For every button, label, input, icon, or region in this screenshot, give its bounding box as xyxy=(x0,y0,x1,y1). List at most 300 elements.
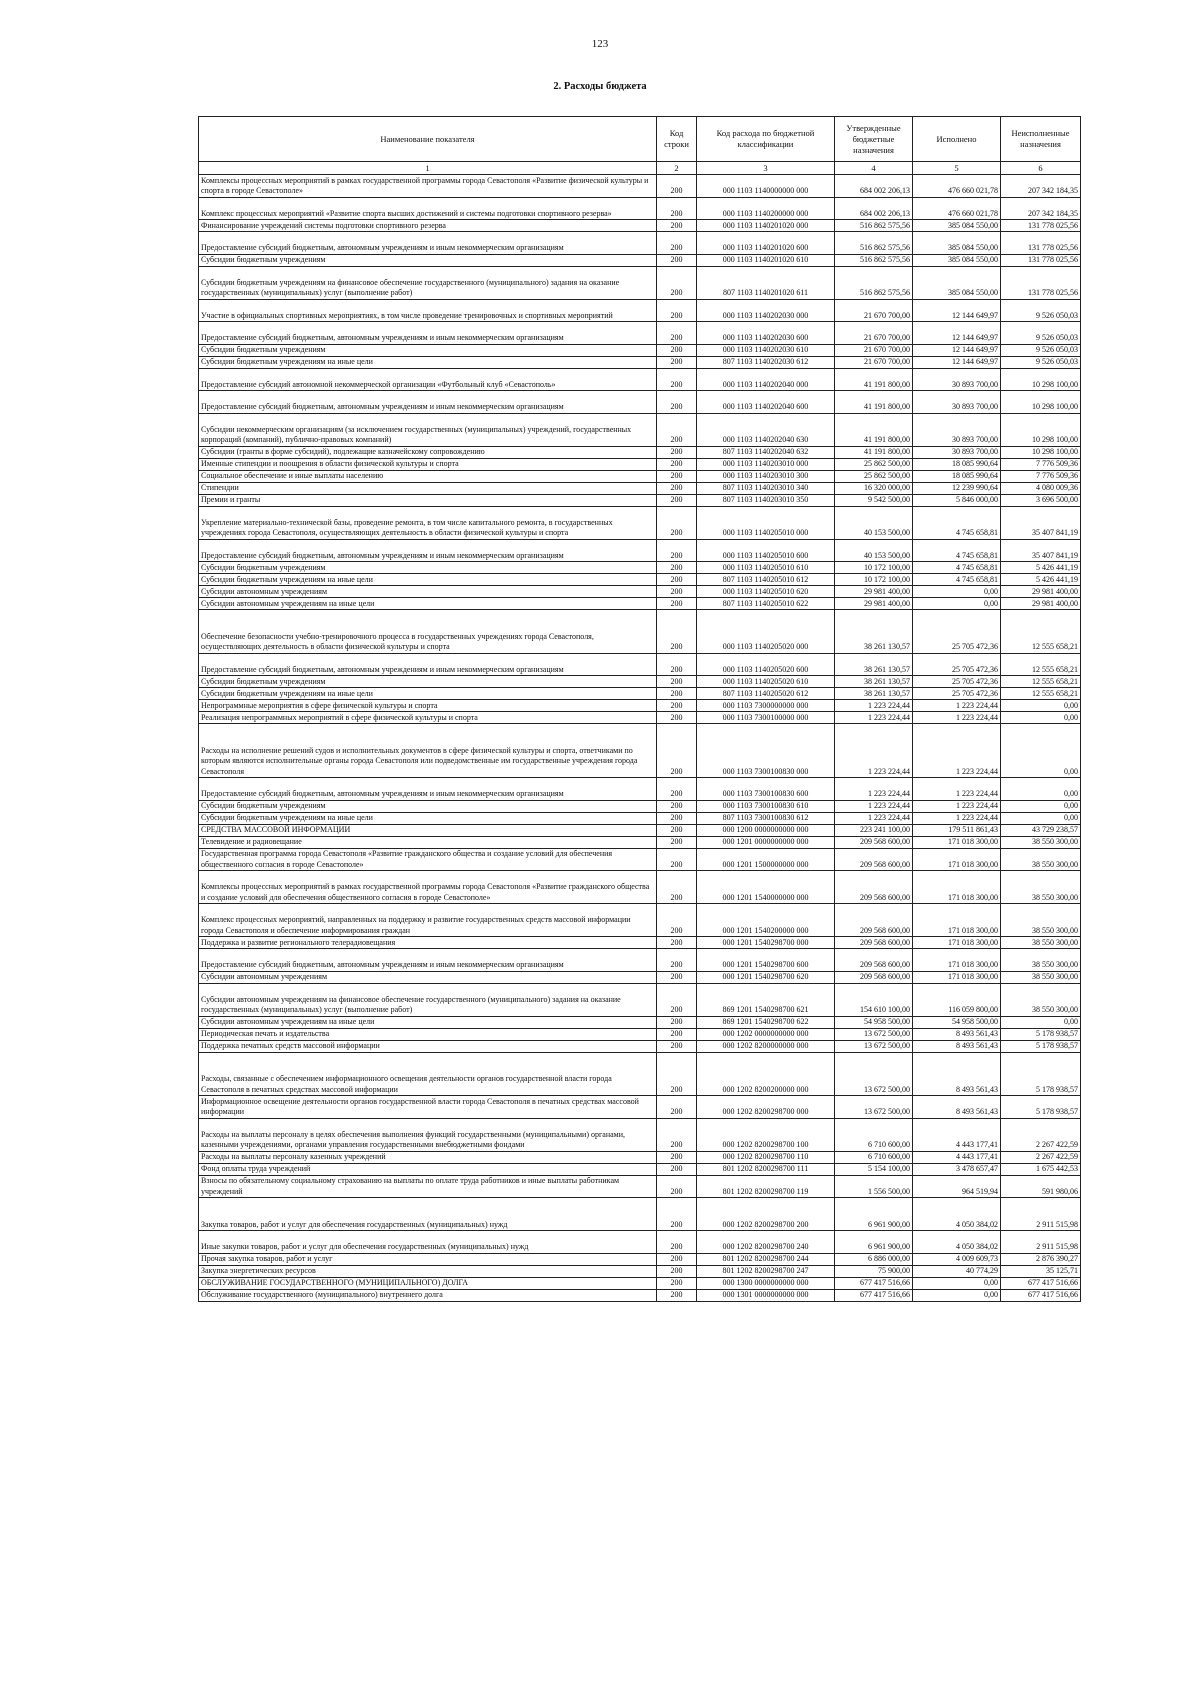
row-line-code: 200 xyxy=(657,812,697,824)
row-classification-code: 807 1103 1140203010 340 xyxy=(697,482,835,494)
row-classification-code: 000 1103 1140202040 630 xyxy=(697,413,835,446)
table-row xyxy=(199,824,1081,836)
row-unexecuted: 5 178 938,57 xyxy=(1001,1040,1081,1052)
row-name: Государственная программа города Севастополя «Развитие гражданского общества и создание условий для обеспечения общественного согласия в городе Севастополе» xyxy=(199,848,657,871)
row-classification-code: 000 1103 1140201020 000 xyxy=(697,220,835,232)
row-executed: 171 018 300,00 xyxy=(913,871,1001,904)
row-approved: 516 862 575,56 xyxy=(835,232,913,255)
table-row xyxy=(199,1175,1081,1198)
row-line-code: 200 xyxy=(657,1253,697,1265)
row-classification-code: 869 1201 1540298700 622 xyxy=(697,1016,835,1028)
row-unexecuted: 591 980,06 xyxy=(1001,1175,1081,1198)
row-unexecuted: 10 298 100,00 xyxy=(1001,391,1081,414)
row-executed: 4 050 384,02 xyxy=(913,1198,1001,1231)
row-unexecuted: 131 778 025,56 xyxy=(1001,232,1081,255)
row-name: Субсидии автономным учреждениям xyxy=(199,586,657,598)
row-executed: 171 018 300,00 xyxy=(913,949,1001,972)
row-name: СРЕДСТВА МАССОВОЙ ИНФОРМАЦИИ xyxy=(199,824,657,836)
row-approved: 1 223 224,44 xyxy=(835,800,913,812)
row-name: Субсидии (гранты в форме субсидий), подлежащие казначейскому сопровождению xyxy=(199,446,657,458)
row-executed: 4 745 658,81 xyxy=(913,506,1001,539)
row-approved: 54 958 500,00 xyxy=(835,1016,913,1028)
row-approved: 209 568 600,00 xyxy=(835,937,913,949)
row-approved: 5 154 100,00 xyxy=(835,1163,913,1175)
row-classification-code: 000 1103 7300100830 600 xyxy=(697,778,835,801)
row-line-code: 200 xyxy=(657,344,697,356)
table-row xyxy=(199,506,1081,539)
table-row xyxy=(199,446,1081,458)
row-name: Комплекс процессных мероприятий, направленных на поддержку и развитие государственных средств массовой информации города Севастополя и обеспечение информирования граждан xyxy=(199,904,657,937)
row-classification-code: 000 1103 1140202030 610 xyxy=(697,344,835,356)
row-classification-code: 807 1103 1140203010 350 xyxy=(697,494,835,506)
row-name: Взносы по обязательному социальному страхованию на выплаты по оплате труда работников и иные выплаты работникам учреждений xyxy=(199,1175,657,1198)
row-unexecuted: 10 298 100,00 xyxy=(1001,368,1081,391)
row-name: Комплексы процессных мероприятий в рамках государственной программы города Севастополя «Развитие гражданского общества и создание условий для обеспечения общественного согласия в городе Севастополе» xyxy=(199,871,657,904)
row-unexecuted: 12 555 658,21 xyxy=(1001,688,1081,700)
row-classification-code: 801 1202 8200298700 247 xyxy=(697,1265,835,1277)
row-line-code: 200 xyxy=(657,458,697,470)
table-row xyxy=(199,494,1081,506)
row-executed: 30 893 700,00 xyxy=(913,368,1001,391)
row-line-code: 200 xyxy=(657,1052,697,1096)
table-row xyxy=(199,391,1081,414)
row-line-code: 200 xyxy=(657,586,697,598)
row-name: Финансирование учреждений системы подготовки спортивного резерва xyxy=(199,220,657,232)
row-approved: 6 961 900,00 xyxy=(835,1231,913,1254)
row-name: Субсидии бюджетным учреждениям xyxy=(199,562,657,574)
header-executed: Исполнено xyxy=(913,117,1001,162)
row-line-code: 200 xyxy=(657,220,697,232)
row-unexecuted: 7 776 509,36 xyxy=(1001,470,1081,482)
row-executed: 8 493 561,43 xyxy=(913,1052,1001,1096)
row-line-code: 200 xyxy=(657,356,697,368)
row-line-code: 200 xyxy=(657,610,697,654)
row-approved: 75 900,00 xyxy=(835,1265,913,1277)
row-executed: 18 085 990,64 xyxy=(913,458,1001,470)
row-name: Именные стипендии и поощрения в области физической культуры и спорта xyxy=(199,458,657,470)
row-name: Фонд оплаты труда учреждений xyxy=(199,1163,657,1175)
row-line-code: 200 xyxy=(657,322,697,345)
row-approved: 41 191 800,00 xyxy=(835,368,913,391)
row-executed: 171 018 300,00 xyxy=(913,971,1001,983)
row-line-code: 200 xyxy=(657,937,697,949)
row-executed: 12 144 649,97 xyxy=(913,322,1001,345)
row-name: Субсидии бюджетным учреждениям на иные цели xyxy=(199,356,657,368)
row-line-code: 200 xyxy=(657,1040,697,1052)
row-line-code: 200 xyxy=(657,1163,697,1175)
row-executed: 385 084 550,00 xyxy=(913,266,1001,299)
row-line-code: 200 xyxy=(657,1277,697,1289)
table-row xyxy=(199,653,1081,676)
table-row xyxy=(199,299,1081,322)
row-unexecuted: 2 911 515,98 xyxy=(1001,1198,1081,1231)
header-unexecuted: Неисполненные назначения xyxy=(1001,117,1081,162)
table-row xyxy=(199,1052,1081,1096)
row-classification-code: 000 1103 1140202040 600 xyxy=(697,391,835,414)
table-row xyxy=(199,220,1081,232)
row-approved: 13 672 500,00 xyxy=(835,1028,913,1040)
row-unexecuted: 5 178 938,57 xyxy=(1001,1096,1081,1119)
table-row xyxy=(199,470,1081,482)
row-line-code: 200 xyxy=(657,506,697,539)
row-unexecuted: 0,00 xyxy=(1001,724,1081,778)
row-line-code: 200 xyxy=(657,299,697,322)
row-unexecuted: 2 911 515,98 xyxy=(1001,1231,1081,1254)
row-approved: 684 002 206,13 xyxy=(835,175,913,198)
table-row xyxy=(199,836,1081,848)
row-classification-code: 000 1103 1140200000 000 xyxy=(697,197,835,220)
row-unexecuted: 131 778 025,56 xyxy=(1001,266,1081,299)
row-classification-code: 000 1202 8200000000 000 xyxy=(697,1040,835,1052)
row-line-code: 200 xyxy=(657,368,697,391)
row-unexecuted: 2 267 422,59 xyxy=(1001,1151,1081,1163)
row-executed: 171 018 300,00 xyxy=(913,937,1001,949)
row-unexecuted: 677 417 516,66 xyxy=(1001,1289,1081,1301)
row-classification-code: 000 1103 1140205010 600 xyxy=(697,539,835,562)
row-executed: 171 018 300,00 xyxy=(913,904,1001,937)
row-name: Субсидии автономным учреждениям xyxy=(199,971,657,983)
row-unexecuted: 35 407 841,19 xyxy=(1001,506,1081,539)
row-executed: 25 705 472,36 xyxy=(913,688,1001,700)
row-line-code: 200 xyxy=(657,254,697,266)
row-classification-code: 000 1201 1540000000 000 xyxy=(697,871,835,904)
table-row xyxy=(199,904,1081,937)
row-line-code: 200 xyxy=(657,197,697,220)
row-approved: 9 542 500,00 xyxy=(835,494,913,506)
row-approved: 1 223 224,44 xyxy=(835,700,913,712)
row-approved: 21 670 700,00 xyxy=(835,299,913,322)
table-row xyxy=(199,562,1081,574)
row-executed: 8 493 561,43 xyxy=(913,1040,1001,1052)
row-unexecuted: 43 729 238,57 xyxy=(1001,824,1081,836)
row-unexecuted: 38 550 300,00 xyxy=(1001,971,1081,983)
row-approved: 21 670 700,00 xyxy=(835,344,913,356)
row-executed: 30 893 700,00 xyxy=(913,391,1001,414)
row-classification-code: 807 1103 1140205020 612 xyxy=(697,688,835,700)
table-row xyxy=(199,712,1081,724)
row-approved: 29 981 400,00 xyxy=(835,598,913,610)
table-row xyxy=(199,1265,1081,1277)
row-classification-code: 000 1103 1140201020 610 xyxy=(697,254,835,266)
row-name: Предоставление субсидий бюджетным, автономным учреждениям и иным некоммерческим организациям xyxy=(199,539,657,562)
row-line-code: 200 xyxy=(657,1289,697,1301)
row-executed: 54 958 500,00 xyxy=(913,1016,1001,1028)
row-executed: 4 009 609,73 xyxy=(913,1253,1001,1265)
row-executed: 8 493 561,43 xyxy=(913,1028,1001,1040)
table-row xyxy=(199,356,1081,368)
table-row xyxy=(199,1151,1081,1163)
row-classification-code: 000 1103 7300100000 000 xyxy=(697,712,835,724)
row-approved: 13 672 500,00 xyxy=(835,1040,913,1052)
row-classification-code: 807 1103 7300100830 612 xyxy=(697,812,835,824)
row-classification-code: 801 1202 8200298700 244 xyxy=(697,1253,835,1265)
row-unexecuted: 0,00 xyxy=(1001,1016,1081,1028)
row-line-code: 200 xyxy=(657,1096,697,1119)
table-row xyxy=(199,1118,1081,1151)
column-number: 1 xyxy=(199,162,657,175)
row-line-code: 200 xyxy=(657,1265,697,1277)
table-row xyxy=(199,175,1081,198)
row-unexecuted: 0,00 xyxy=(1001,778,1081,801)
row-approved: 13 672 500,00 xyxy=(835,1096,913,1119)
row-unexecuted: 10 298 100,00 xyxy=(1001,446,1081,458)
row-approved: 41 191 800,00 xyxy=(835,446,913,458)
row-unexecuted: 0,00 xyxy=(1001,700,1081,712)
row-classification-code: 000 1201 1540200000 000 xyxy=(697,904,835,937)
table-row xyxy=(199,368,1081,391)
row-name: Расходы на исполнение решений судов и исполнительных документов в сфере физической культуры и спорта, ответчиками по которым являются исполнительные органы города Севастополя или подведомственные им государственные учреждения города Севастополя xyxy=(199,724,657,778)
table-row xyxy=(199,458,1081,470)
row-classification-code: 000 1202 0000000000 000 xyxy=(697,1028,835,1040)
row-name: Закупка энергетических ресурсов xyxy=(199,1265,657,1277)
row-approved: 684 002 206,13 xyxy=(835,197,913,220)
row-approved: 516 862 575,56 xyxy=(835,254,913,266)
row-approved: 1 223 224,44 xyxy=(835,724,913,778)
row-name: Иные закупки товаров, работ и услуг для обеспечения государственных (муниципальных) нужд xyxy=(199,1231,657,1254)
header-name: Наименование показателя xyxy=(199,117,657,162)
row-unexecuted: 0,00 xyxy=(1001,800,1081,812)
row-classification-code: 000 1103 1140203010 000 xyxy=(697,458,835,470)
row-line-code: 200 xyxy=(657,1118,697,1151)
row-unexecuted: 12 555 658,21 xyxy=(1001,610,1081,654)
row-classification-code: 000 1202 8200298700 240 xyxy=(697,1231,835,1254)
row-approved: 41 191 800,00 xyxy=(835,391,913,414)
row-line-code: 200 xyxy=(657,482,697,494)
row-name: Предоставление субсидий бюджетным, автономным учреждениям и иным некоммерческим организациям xyxy=(199,653,657,676)
row-classification-code: 000 1103 1140202030 000 xyxy=(697,299,835,322)
row-classification-code: 807 1103 1140202040 632 xyxy=(697,446,835,458)
row-classification-code: 000 1103 1140202030 600 xyxy=(697,322,835,345)
row-unexecuted: 5 178 938,57 xyxy=(1001,1028,1081,1040)
row-classification-code: 807 1103 1140201020 611 xyxy=(697,266,835,299)
row-name: Укрепление материально-технической базы, проведение ремонта, в том числе капитального ремонта, в государственных учреждениях города Севастополя, осуществляющих деятельность в области физической культуры и спорта xyxy=(199,506,657,539)
row-classification-code: 000 1103 7300100830 610 xyxy=(697,800,835,812)
row-approved: 6 710 600,00 xyxy=(835,1151,913,1163)
row-unexecuted: 12 555 658,21 xyxy=(1001,653,1081,676)
row-classification-code: 807 1103 1140205010 612 xyxy=(697,574,835,586)
row-unexecuted: 9 526 050,03 xyxy=(1001,299,1081,322)
row-approved: 25 862 500,00 xyxy=(835,470,913,482)
table-row xyxy=(199,800,1081,812)
row-line-code: 200 xyxy=(657,712,697,724)
row-classification-code: 000 1103 1140205020 600 xyxy=(697,653,835,676)
row-approved: 516 862 575,56 xyxy=(835,220,913,232)
row-classification-code: 000 1202 8200298700 100 xyxy=(697,1118,835,1151)
row-classification-code: 000 1103 1140205020 000 xyxy=(697,610,835,654)
row-unexecuted: 1 675 442,53 xyxy=(1001,1163,1081,1175)
row-executed: 171 018 300,00 xyxy=(913,848,1001,871)
row-name: Поддержка печатных средств массовой информации xyxy=(199,1040,657,1052)
row-line-code: 200 xyxy=(657,824,697,836)
row-unexecuted: 38 550 300,00 xyxy=(1001,848,1081,871)
row-approved: 16 320 000,00 xyxy=(835,482,913,494)
row-approved: 40 153 500,00 xyxy=(835,539,913,562)
row-approved: 1 556 500,00 xyxy=(835,1175,913,1198)
table-row xyxy=(199,937,1081,949)
row-unexecuted: 10 298 100,00 xyxy=(1001,413,1081,446)
table-row xyxy=(199,1198,1081,1231)
page-number: 123 xyxy=(591,38,609,50)
row-executed: 0,00 xyxy=(913,586,1001,598)
row-classification-code: 000 1201 1540298700 000 xyxy=(697,937,835,949)
row-line-code: 200 xyxy=(657,539,697,562)
row-approved: 1 223 224,44 xyxy=(835,812,913,824)
row-name: Субсидии бюджетным учреждениям на иные цели xyxy=(199,812,657,824)
row-name: Субсидии некоммерческим организациям (за исключением государственных (муниципальных) учреждений, государственных корпораций (компаний), публично-правовых компаний) xyxy=(199,413,657,446)
table-row xyxy=(199,539,1081,562)
row-classification-code: 000 1103 1140000000 000 xyxy=(697,175,835,198)
row-approved: 223 241 100,00 xyxy=(835,824,913,836)
row-executed: 0,00 xyxy=(913,1277,1001,1289)
table-row xyxy=(199,1096,1081,1119)
row-executed: 4 745 658,81 xyxy=(913,574,1001,586)
row-approved: 6 886 000,00 xyxy=(835,1253,913,1265)
row-line-code: 200 xyxy=(657,574,697,586)
row-classification-code: 000 1103 1140205010 610 xyxy=(697,562,835,574)
row-line-code: 200 xyxy=(657,470,697,482)
row-unexecuted: 38 550 300,00 xyxy=(1001,983,1081,1016)
table-row xyxy=(199,610,1081,654)
row-line-code: 200 xyxy=(657,653,697,676)
header-classification-code: Код расхода по бюджетной классификации xyxy=(697,117,835,162)
row-approved: 209 568 600,00 xyxy=(835,971,913,983)
row-approved: 209 568 600,00 xyxy=(835,848,913,871)
row-unexecuted: 9 526 050,03 xyxy=(1001,344,1081,356)
row-classification-code: 000 1202 8200200000 000 xyxy=(697,1052,835,1096)
row-classification-code: 000 1201 1540298700 600 xyxy=(697,949,835,972)
row-name: Обеспечение безопасности учебно-тренировочного процесса в государственных учреждениях города Севастополя, осуществляющих деятельность в области физической культуры и спорта xyxy=(199,610,657,654)
row-classification-code: 000 1103 1140205010 000 xyxy=(697,506,835,539)
column-number: 5 xyxy=(913,162,1001,175)
row-unexecuted: 29 981 400,00 xyxy=(1001,586,1081,598)
table-row xyxy=(199,971,1081,983)
row-approved: 40 153 500,00 xyxy=(835,506,913,539)
row-name: Субсидии бюджетным учреждениям xyxy=(199,676,657,688)
row-name: Предоставление субсидий бюджетным, автономным учреждениям и иным некоммерческим организациям xyxy=(199,391,657,414)
row-approved: 38 261 130,57 xyxy=(835,653,913,676)
row-unexecuted: 9 526 050,03 xyxy=(1001,356,1081,368)
row-classification-code: 000 1103 1140205020 610 xyxy=(697,676,835,688)
row-approved: 209 568 600,00 xyxy=(835,871,913,904)
row-name: Предоставление субсидий бюджетным, автономным учреждениям и иным некоммерческим организациям xyxy=(199,778,657,801)
row-classification-code: 000 1202 8200298700 110 xyxy=(697,1151,835,1163)
row-unexecuted: 0,00 xyxy=(1001,812,1081,824)
row-executed: 12 144 649,97 xyxy=(913,299,1001,322)
row-approved: 677 417 516,66 xyxy=(835,1277,913,1289)
row-unexecuted: 7 776 509,36 xyxy=(1001,458,1081,470)
row-classification-code: 000 1103 7300000000 000 xyxy=(697,700,835,712)
row-executed: 1 223 224,44 xyxy=(913,724,1001,778)
row-unexecuted: 677 417 516,66 xyxy=(1001,1277,1081,1289)
row-classification-code: 000 1202 8200298700 000 xyxy=(697,1096,835,1119)
header-line-code: Код строки xyxy=(657,117,697,162)
row-name: Субсидии бюджетным учреждениям xyxy=(199,254,657,266)
row-name: Социальное обеспечение и иные выплаты населению xyxy=(199,470,657,482)
row-approved: 21 670 700,00 xyxy=(835,322,913,345)
row-name: Субсидии автономным учреждениям на финансовое обеспечение государственного (муниципального) задания на оказание государственных (муниципальных) услуг (выполнение работ) xyxy=(199,983,657,1016)
table-body xyxy=(199,175,1081,1302)
row-name: Предоставление субсидий автономной некоммерческой организации «Футбольный клуб «Севастополь» xyxy=(199,368,657,391)
table-row xyxy=(199,688,1081,700)
row-executed: 385 084 550,00 xyxy=(913,220,1001,232)
row-classification-code: 807 1103 1140205010 622 xyxy=(697,598,835,610)
row-executed: 179 511 861,43 xyxy=(913,824,1001,836)
row-name: Субсидии бюджетным учреждениям на иные цели xyxy=(199,574,657,586)
row-line-code: 200 xyxy=(657,446,697,458)
table-row xyxy=(199,197,1081,220)
table-row xyxy=(199,266,1081,299)
row-executed: 30 893 700,00 xyxy=(913,413,1001,446)
table-row xyxy=(199,778,1081,801)
row-line-code: 200 xyxy=(657,778,697,801)
row-name: Премии и гранты xyxy=(199,494,657,506)
table-row xyxy=(199,1028,1081,1040)
row-executed: 4 050 384,02 xyxy=(913,1231,1001,1254)
row-unexecuted: 131 778 025,56 xyxy=(1001,254,1081,266)
row-line-code: 200 xyxy=(657,676,697,688)
row-classification-code: 807 1103 1140202030 612 xyxy=(697,356,835,368)
row-executed: 3 478 657,47 xyxy=(913,1163,1001,1175)
row-approved: 38 261 130,57 xyxy=(835,688,913,700)
row-classification-code: 000 1200 0000000000 000 xyxy=(697,824,835,836)
row-unexecuted: 2 267 422,59 xyxy=(1001,1118,1081,1151)
row-executed: 476 660 021,78 xyxy=(913,197,1001,220)
row-executed: 964 519,94 xyxy=(913,1175,1001,1198)
row-executed: 385 084 550,00 xyxy=(913,254,1001,266)
row-classification-code: 869 1201 1540298700 621 xyxy=(697,983,835,1016)
table-row xyxy=(199,724,1081,778)
row-name: Предоставление субсидий бюджетным, автономным учреждениям и иным некоммерческим организациям xyxy=(199,322,657,345)
row-classification-code: 000 1201 0000000000 000 xyxy=(697,836,835,848)
row-unexecuted: 29 981 400,00 xyxy=(1001,598,1081,610)
row-executed: 4 443 177,41 xyxy=(913,1151,1001,1163)
row-line-code: 200 xyxy=(657,971,697,983)
row-approved: 10 172 100,00 xyxy=(835,562,913,574)
row-approved: 13 672 500,00 xyxy=(835,1052,913,1096)
row-approved: 38 261 130,57 xyxy=(835,610,913,654)
column-number: 4 xyxy=(835,162,913,175)
row-unexecuted: 2 876 390,27 xyxy=(1001,1253,1081,1265)
table-header-row xyxy=(199,117,1081,162)
row-name: Закупка товаров, работ и услуг для обеспечения государственных (муниципальных) нужд xyxy=(199,1198,657,1231)
row-unexecuted: 5 426 441,19 xyxy=(1001,562,1081,574)
row-classification-code: 000 1103 1140205010 620 xyxy=(697,586,835,598)
row-name: Комплексы процессных мероприятий в рамках государственной программы города Севастополя «Развитие физической культуры и спорта в городе Севастополе» xyxy=(199,175,657,198)
row-executed: 1 223 224,44 xyxy=(913,812,1001,824)
row-name: Обслуживание государственного (муниципального) внутреннего долга xyxy=(199,1289,657,1301)
row-approved: 10 172 100,00 xyxy=(835,574,913,586)
row-line-code: 200 xyxy=(657,983,697,1016)
row-name: Прочая закупка товаров, работ и услуг xyxy=(199,1253,657,1265)
table-row xyxy=(199,676,1081,688)
row-classification-code: 000 1103 1140203010 300 xyxy=(697,470,835,482)
row-approved: 1 223 224,44 xyxy=(835,778,913,801)
row-executed: 1 223 224,44 xyxy=(913,778,1001,801)
row-line-code: 200 xyxy=(657,175,697,198)
row-classification-code: 000 1201 1540298700 620 xyxy=(697,971,835,983)
row-unexecuted: 3 696 500,00 xyxy=(1001,494,1081,506)
row-executed: 1 223 224,44 xyxy=(913,700,1001,712)
row-name: Расходы на выплаты персоналу в целях обеспечения выполнения функций государственными (муниципальными) органами, казенными учреждениями, органами управления государственными внебюджетными фондами xyxy=(199,1118,657,1151)
row-line-code: 200 xyxy=(657,1231,697,1254)
row-name: Субсидии автономным учреждениям на иные цели xyxy=(199,598,657,610)
table-row xyxy=(199,1231,1081,1254)
row-approved: 209 568 600,00 xyxy=(835,904,913,937)
row-name: Субсидии бюджетным учреждениям на финансовое обеспечение государственного (муниципального) задания на оказание государственных (муниципальных) услуг (выполнение работ) xyxy=(199,266,657,299)
row-unexecuted: 9 526 050,03 xyxy=(1001,322,1081,345)
row-executed: 4 745 658,81 xyxy=(913,562,1001,574)
row-executed: 476 660 021,78 xyxy=(913,175,1001,198)
